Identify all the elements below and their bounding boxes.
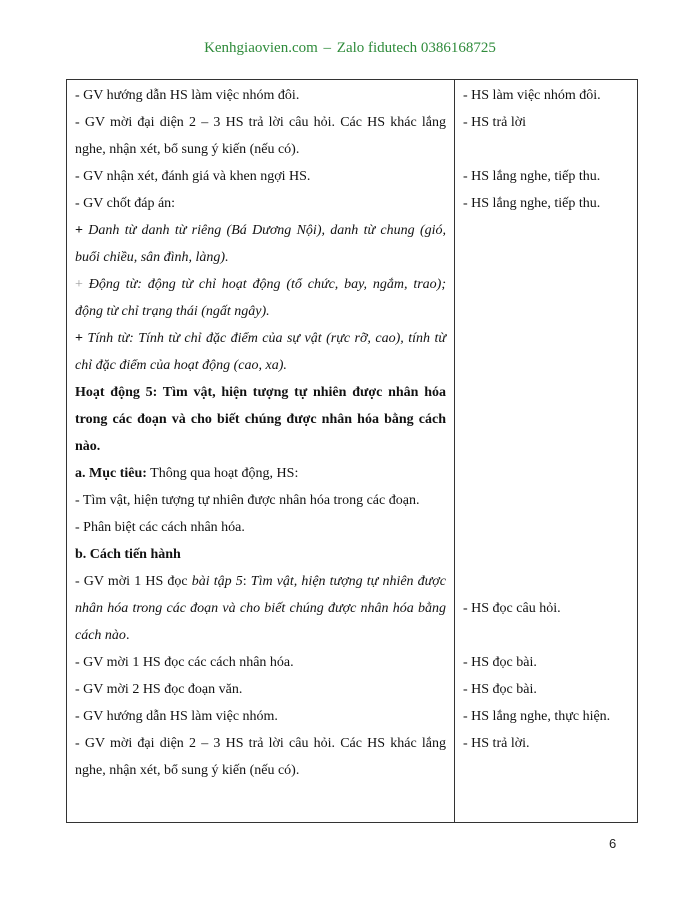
student-line: - HS trả lời. — [463, 736, 530, 751]
answer-text: Tính từ: Tính từ chỉ đặc điểm của sự vật (rực rỡ, cao), tính từ chỉ đặc điểm của hoạt động (cao, xa). — [75, 331, 447, 373]
method-item: - GV mời 1 HS đọc các cách nhân hóa. — [75, 655, 294, 670]
answer-text: Động từ: động từ chỉ hoạt động (tổ chức, bay, ngắm, trao); động từ chỉ trạng thái (ngất ngây). — [75, 277, 446, 319]
teacher-line: - GV mời đại diện 2 – 3 HS trả lời câu hỏi. Các HS khác lắng nghe, nhận xét, bổ sung ý kiến (nếu có). — [75, 115, 446, 157]
header-site[interactable]: Kenhgiaovien.com — [204, 40, 318, 56]
goal-item: - Tìm vật, hiện tượng tự nhiên được nhân hóa trong các đoạn. — [75, 493, 420, 508]
student-line: - HS đọc câu hỏi. — [463, 601, 561, 616]
table-row — [67, 80, 638, 823]
method-item: - GV mời 2 HS đọc đoạn văn. — [75, 682, 243, 697]
lesson-table — [66, 79, 638, 823]
student-line: - HS đọc bài. — [463, 682, 537, 697]
student-column — [455, 80, 638, 823]
goal-item: - Phân biệt các cách nhân hóa. — [75, 520, 245, 535]
student-line: - HS lắng nghe, thực hiện. — [463, 709, 611, 724]
exercise-prompt: Tìm vật, hiện tượng tự nhiên được nhân hóa trong các đoạn và cho biết chúng được nhân hóa bằng cách nào — [75, 574, 446, 643]
teacher-column — [67, 80, 455, 823]
answer-adjectives — [75, 325, 446, 379]
page-number: 6 — [609, 836, 617, 851]
method-item: - GV mời đại diện 2 – 3 HS trả lời câu hỏi. Các HS khác lắng nghe, nhận xét, bổ sung ý kiến (nếu có). — [75, 736, 446, 778]
activity-title: Hoạt động 5: Tìm vật, hiện tượng tự nhiên được nhân hóa trong các đoạn và cho biết chúng được nhân hóa bằng cách nào. — [75, 385, 446, 454]
student-line: - HS trả lời — [463, 115, 527, 130]
answer-nouns — [75, 217, 446, 271]
teacher-line: - GV chốt đáp án: — [75, 196, 176, 211]
method-heading: b. Cách tiến hành — [75, 547, 181, 562]
goal-heading — [75, 460, 446, 487]
method-item — [75, 568, 446, 649]
student-line: - HS đọc bài. — [463, 655, 537, 670]
method-item: - GV hướng dẫn HS làm việc nhóm. — [75, 709, 278, 724]
student-line: - HS làm việc nhóm đôi. — [463, 88, 601, 103]
goal-text: Thông qua hoạt động, HS: — [146, 466, 299, 481]
method-text: - GV mời 1 HS đọc — [75, 574, 192, 589]
teacher-line: - GV nhận xét, đánh giá và khen ngợi HS. — [75, 169, 311, 184]
spacer — [463, 622, 629, 649]
plus-mark: + — [75, 223, 83, 238]
student-line: - HS lắng nghe, tiếp thu. — [463, 196, 601, 211]
teacher-line: - GV hướng dẫn HS làm việc nhóm đôi. — [75, 88, 300, 103]
plus-mark: + — [75, 331, 83, 346]
student-line: - HS lắng nghe, tiếp thu. — [463, 169, 601, 184]
plus-mark: + — [75, 277, 83, 292]
spacer — [463, 136, 629, 163]
method-text: . — [125, 628, 130, 643]
answer-text: Danh từ danh từ riêng (Bá Dương Nội), danh từ chung (gió, buổi chiều, sân đình, làng). — [75, 223, 447, 265]
spacer — [463, 217, 629, 595]
exercise-ref: bài tập 5 — [191, 574, 243, 589]
goal-label: a. Mục tiêu: — [75, 466, 147, 481]
method-text: : — [242, 574, 251, 589]
header-contact[interactable]: Zalo fidutech 0386168725 — [336, 40, 496, 56]
answer-verbs — [75, 271, 446, 325]
header-separator: – — [323, 40, 332, 56]
page-header — [0, 40, 700, 57]
